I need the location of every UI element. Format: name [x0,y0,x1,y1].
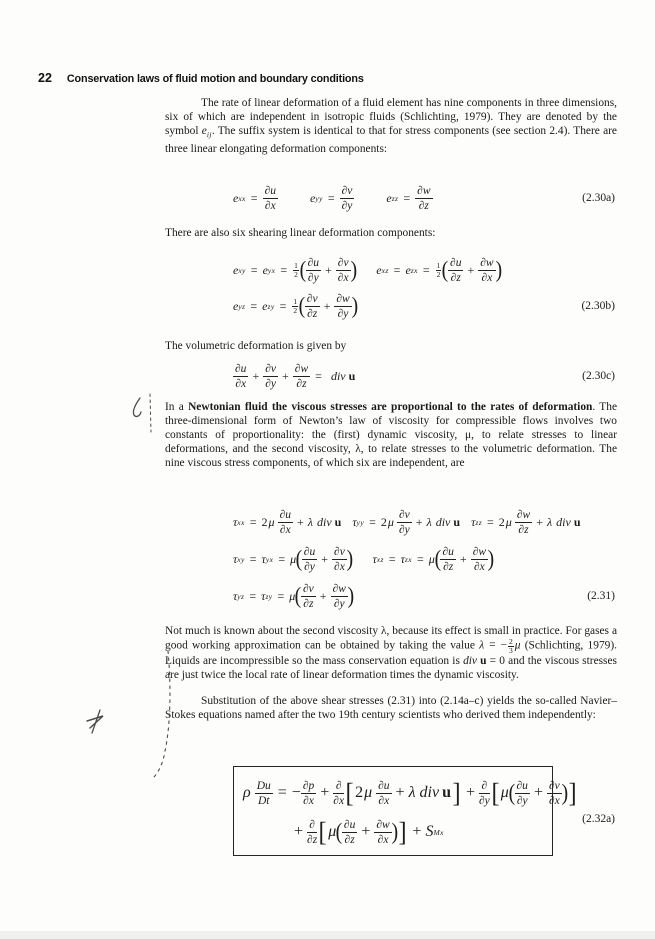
subscript: yy [356,517,365,527]
var-e: e [262,298,268,313]
pencil-dashed-curve [150,648,176,782]
velocity-vector: u [573,514,581,529]
plus-sign: + [361,823,371,840]
equation-2-30c [165,358,617,394]
equals-sign: = [249,588,257,603]
pencil-arrow-mark [84,708,108,736]
subscript: zx [404,554,412,564]
numerator: ∂v [341,184,353,197]
subscript: zz [391,193,399,203]
equals-sign: = [388,551,396,566]
numerator: ∂u [264,184,277,197]
eq-term [471,509,580,536]
fraction [263,363,278,390]
equals-sign: = [250,298,258,313]
paragraph-3: The volumetric deformation is given by [165,340,347,352]
var-tau: τ [233,588,238,603]
equation-2-30a [165,180,617,216]
equals-sign: = [250,190,258,205]
fraction [478,257,495,284]
plus-sign: + [297,514,304,529]
numerator: ∂u [307,256,320,269]
plus-sign: + [536,514,543,529]
var-mu: μ [290,551,297,566]
plus-sign: + [459,551,467,566]
fraction [374,819,391,846]
fraction [263,185,278,212]
var-rho: ρ [243,784,251,801]
fraction [448,257,463,284]
eq-term [233,185,278,212]
numerator: ∂v [548,779,560,792]
var-e: e [201,125,207,137]
fraction [376,780,391,807]
two-thirds-fraction [508,638,514,654]
plus-sign: + [319,588,327,603]
numerator: ∂w [332,582,346,595]
paragraph-5-text-c: = 0 and the viscous stresses are just twice the local rate of linear deformation times the dynamic viscosity. [165,654,617,681]
plus-sign: + [320,784,330,801]
source-term: S [425,823,434,840]
var-tau: τ [261,551,266,566]
velocity-vector: u [442,784,451,801]
fraction [336,257,351,284]
div-operator: div [463,654,477,667]
paragraph-1-text-b: . The suffix system is identical to that for stress components (see section 2.4). There are three linear elongating deformation components: [165,125,617,155]
paragraph-1-text-a: The rate of linear deformation of a fluid element has nine components in three dimensions, six of which are independent in isotropic fluids (Schlichting, 1979). They are denoted by the symbol [165,97,617,137]
denominator: ∂z [307,833,318,846]
plus-sign: + [467,262,475,277]
fraction [397,509,412,536]
denominator: ∂x [481,271,493,284]
eq-term: τ yz = τ zy = μ ( $\frac{\partial v}{\partial z}$ + $\frac{\partial w}{\partial y}$ ) [233,582,355,610]
subscript: yx [265,554,274,564]
fraction [332,546,347,573]
numerator: ∂u [343,818,356,831]
plus-sign: + [282,368,289,383]
fraction [233,363,248,390]
fraction [471,546,488,573]
var-tau: τ [372,551,377,566]
div-operator: div [556,514,571,529]
var-mu: μ [514,639,521,652]
plus-sign: + [412,823,422,840]
var-tau: τ [233,551,238,566]
equals-sign: = [315,368,322,383]
var-e: e [233,262,239,277]
numerator: ∂w [417,184,431,197]
var-e: e [233,190,239,205]
numerator: ∂w [376,818,390,831]
var-lambda: λ [479,639,485,652]
denominator: ∂z [450,271,461,284]
subscript: xx [237,517,245,527]
div-operator: div [435,514,451,529]
minus-sign: − [291,784,301,801]
fraction [334,293,351,320]
numerator: Du [256,779,271,792]
var-lambda: λ [546,514,553,529]
velocity-vector: u [348,368,356,383]
var-mu: μ [428,551,435,566]
denominator: ∂z [296,377,307,390]
velocity-vector: u [480,654,487,667]
paragraph-4-text-a: In a [165,401,189,413]
coefficient-2: 2 [261,514,268,529]
equation-line-2: + $\frac{\partial}{\partial z}$ [ μ ( $\frac{\partial u}{\partial z}$ + $\frac{\partial w}{\partial x}$ ) ] + S Mx [294,817,444,847]
equals-sign: = [369,514,376,529]
coefficient-2: 2 [380,514,387,529]
numerator: ∂u [442,545,454,558]
fraction [305,293,320,320]
eq-term: e yz = e zy = $\frac{1}{2}$ ( $\frac{\partial v}{\partial z}$ + $\frac{\partial w}{\partial y}$ ) [233,292,358,320]
plus-sign: + [294,823,304,840]
var-mu: μ [505,514,512,529]
fraction [440,546,455,573]
numerator: ∂v [337,256,349,269]
denominator: ∂y [265,377,277,390]
plus-sign: + [395,784,405,801]
paragraph-5-text-a: Not much is known about the second viscosity λ, because its effect is small in practice. For gases a good working approximation can be obtained by taking the value [165,625,617,652]
numerator: ∂w [480,256,494,269]
var-lambda: λ [408,784,416,801]
equation-line-1: ρ $\frac{Du}{Dt}$ = − $\frac{\partial p}{\partial x}$ + $\frac{\partial}{\partial x}$ [ 2 μ $\frac{\partial u}{\partial x}$ + λ div u ] + $\frac{\partial}{\partial y}$ [ μ ( $\frac{\partial u}{\partial y}$ + $\frac{\partial v}{\partial x}$ ) ] [243,778,577,808]
var-e: e [386,190,392,205]
numerator: ∂u [516,779,528,792]
eq-term [310,185,354,212]
fraction [302,546,317,573]
fraction [547,780,562,807]
var-e: e [262,262,268,277]
numerator: ∂ [479,780,490,794]
var-tau: τ [233,514,238,529]
one-half-fraction [436,262,442,278]
equation-2-30b [165,252,617,324]
minus-sign: − [500,639,507,652]
coefficient-2: 2 [498,514,505,529]
plus-sign: + [533,784,543,801]
numerator: ∂v [306,292,318,305]
coefficient-2: 2 [355,784,364,801]
fraction [515,780,530,807]
denominator: 3 [509,645,513,655]
subscript: yy [315,193,323,203]
denominator: ∂x [333,794,345,807]
numerator: ∂v [302,582,314,595]
equation-row [165,540,617,578]
numerator: ∂v [398,508,410,521]
equals-sign: = [393,262,401,277]
eq-term: e xy = e yx = $\frac{1}{2}$ ( $\frac{\partial u}{\partial y}$ + $\frac{\partial v}{\partial x}$ ) [233,256,357,284]
equals-sign: = [422,262,430,277]
var-tau: τ [352,514,357,529]
denominator: ∂z [518,523,529,536]
denominator: ∂y [337,307,349,320]
denominator: Dt [257,794,270,807]
equation-number: (2.31) [587,590,615,602]
fraction [301,780,316,807]
numerator: ∂v [265,362,277,375]
denominator: ∂z [344,833,355,846]
fraction [293,363,310,390]
fraction [306,257,321,284]
var-tau: τ [261,588,266,603]
var-lambda: λ [426,514,432,529]
equation-row [165,504,617,540]
equals-sign: = [277,588,285,603]
subscript-ij: ij [206,130,212,139]
page-number: 22 [38,71,52,85]
numerator: 2 [509,637,513,646]
eq-term: τ xz = τ zx = μ ( $\frac{\partial u}{\partial z}$ + $\frac{\partial w}{\partial x}$ ) [372,545,495,573]
var-tau: τ [471,514,476,529]
one-half-fraction [293,262,299,278]
equation-number: (2.30b) [581,300,615,312]
equation-row [165,252,617,288]
eq-term: e xz = e zx = $\frac{1}{2}$ ( $\frac{\partial u}{\partial z}$ + $\frac{\partial w}{\partial x}$ ) [376,256,502,284]
denominator: ∂z [303,597,314,610]
equals-sign: = [489,639,496,652]
numerator: ∂u [235,362,247,375]
equals-sign: = [278,551,286,566]
denominator: ∂x [264,199,276,212]
denominator: ∂x [334,560,345,573]
eq-term [386,185,432,212]
page-bottom-shadow [0,931,655,939]
numerator: ∂w [516,508,531,521]
plus-sign: + [323,298,331,313]
numerator: ∂ [307,819,317,833]
subscript: yx [267,265,276,275]
subscript: xx [238,193,246,203]
plus-sign: + [321,551,329,566]
equals-sign: = [277,784,287,801]
var-lambda: λ [307,514,313,529]
equals-sign: = [487,514,494,529]
paragraph-5 [165,624,617,682]
equation-row [165,578,617,614]
numerator: 1 [293,297,298,307]
numerator: ∂p [302,779,315,792]
div-operator: div [419,784,440,801]
numerator: 1 [436,261,441,271]
eq-term [352,509,460,536]
denominator: ∂z [443,560,454,573]
equals-sign: = [327,190,335,205]
subscript: yz [237,591,245,601]
equals-sign: = [249,514,257,529]
paragraph-1 [165,96,617,156]
fraction [333,780,344,807]
denominator: 2 [436,269,441,279]
denominator: ∂y [398,523,410,536]
plus-sign: + [465,784,475,801]
subscript: zy [265,591,273,601]
var-mu: μ [268,514,275,529]
velocity-vector: u [334,514,342,529]
equation-box [233,766,577,856]
denominator: ∂x [548,794,560,807]
denominator: ∂x [337,271,349,284]
equation-2-31 [165,504,617,614]
velocity-vector: u [453,514,461,529]
div-operator: div [317,514,332,529]
denominator: ∂x [378,794,390,807]
equals-sign: = [249,551,257,566]
var-tau: τ [400,551,405,566]
plus-sign: + [325,262,332,277]
equation-number: (2.30a) [582,192,615,204]
fraction [307,819,317,846]
div-operator: div [330,368,346,383]
denominator: ∂y [307,271,319,284]
subscript: xz [381,265,389,275]
denominator: ∂x [377,833,389,846]
fraction [340,185,355,212]
numerator: ∂w [336,292,350,305]
denominator: 2 [294,269,298,279]
var-e: e [376,262,382,277]
subscript: Mx [433,827,444,837]
paragraph-4-text-b: . The three-dimensional form of Newton’s law of viscosity for compressible flows involves two constants of proportionality: the (first) dynamic viscosity, μ, to relate stresses to linear deformations, and the second viscosity, λ, to relate stresses to the volumetric deformation. The nine viscous stress components, of which six are independent, are [165,401,617,469]
denominator: ∂x [235,377,247,390]
var-e: e [405,262,411,277]
fraction [331,583,348,610]
numerator: ∂w [294,362,309,375]
equation-2-32a [165,766,617,856]
denominator: ∂y [479,794,490,807]
denominator: ∂x [303,794,314,807]
numerator: ∂u [378,779,390,792]
equals-sign: = [403,190,411,205]
numerator: ∂u [450,256,462,269]
paragraph-2: There are also six shearing linear deformation components: [165,227,436,239]
equals-sign: = [416,551,424,566]
numerator: 1 [294,261,298,271]
subscript: xy [237,554,245,564]
denominator: ∂y [333,597,345,610]
fraction [479,780,490,807]
equation-row [165,358,617,394]
subscript: zx [410,265,418,275]
running-head [38,71,364,85]
denominator: ∂y [341,199,353,212]
denominator: ∂z [307,307,318,320]
denominator: ∂y [304,560,315,573]
equation-row [165,180,617,216]
equals-sign: = [280,262,288,277]
numerator: ∂ [333,780,344,794]
numerator: ∂w [472,545,487,558]
paragraph-4 [165,400,617,470]
equals-sign: = [279,298,287,313]
denominator: ∂x [279,523,291,536]
var-e: e [233,298,239,313]
fraction [301,583,316,610]
eq-term: τ xy = τ yx = μ ( $\frac{\partial u}{\partial y}$ + $\frac{\partial v}{\partial x}$ ) [233,545,353,573]
subscript: xy [238,265,246,275]
var-mu: μ [387,514,394,529]
denominator: ∂z [418,199,429,212]
var-mu: μ [328,823,337,840]
numerator: ∂u [303,545,316,558]
var-mu: μ [289,588,296,603]
one-half-fraction [292,298,298,314]
fraction [278,509,293,536]
paragraph-6: Substitution of the above shear stresses (2.31) into (2.14a–c) yields the so-called Navier–Stokes equations named after the two 19th century scientists who derived them independently: [165,695,617,721]
var-mu: μ [500,784,509,801]
var-mu: μ [364,784,373,801]
plus-sign: + [252,368,260,383]
subscript: zz [475,517,483,527]
eq-term [233,509,341,536]
numerator: ∂u [279,508,292,521]
paragraph-5-text-b: (Schlichting, 1979). Liquids are incompressible so the mass conservation equation is [165,639,617,667]
equals-sign: = [250,262,258,277]
fraction [415,185,432,212]
var-e: e [310,190,316,205]
paragraph-4-bold: Newtonian fluid the viscous stresses are proportional to the rates of deformation [188,401,593,413]
subscript: xz [376,554,384,564]
denominator: ∂y [516,794,528,807]
fraction [342,819,357,846]
numerator: ∂v [334,545,345,558]
equation-number: (2.30c) [582,370,615,382]
pencil-dashed-line [146,392,154,434]
equation-number: (2.32a) [582,813,615,825]
plus-sign: + [415,514,423,529]
subscript: yz [238,301,246,311]
denominator: ∂x [473,560,485,573]
eq-term [233,363,355,390]
denominator: 2 [293,305,298,315]
equation-row [165,288,617,324]
fraction [515,509,532,536]
subscript: zy [267,301,275,311]
chapter-title: Conservation laws of fluid motion and boundary conditions [66,73,364,85]
fraction [255,780,273,807]
